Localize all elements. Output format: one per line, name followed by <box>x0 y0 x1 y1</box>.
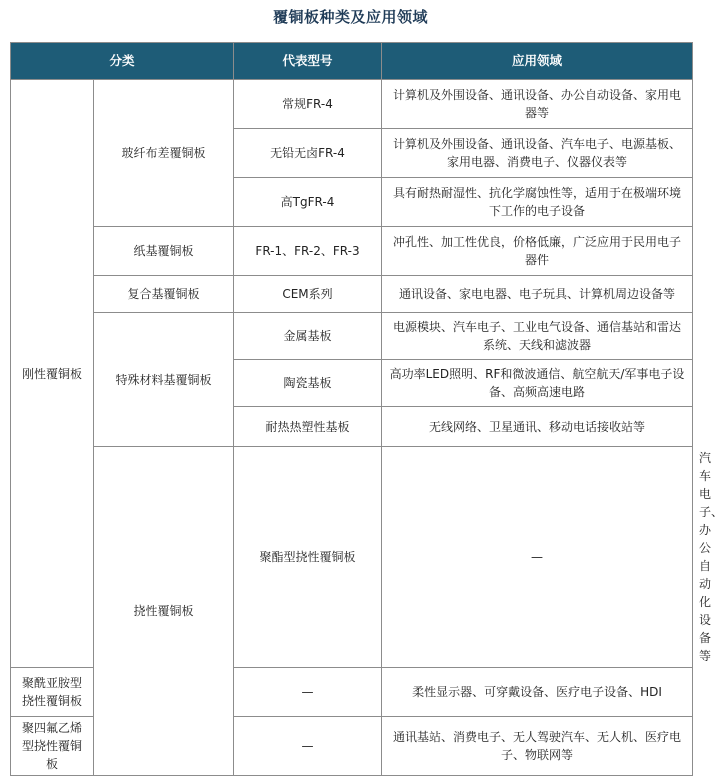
model-cell: 耐热热塑性基板 <box>234 407 382 447</box>
application-cell: 冲孔性、加工性优良，价格低廉，广泛应用于民用电子器件 <box>382 227 693 276</box>
header-model: 代表型号 <box>234 43 382 80</box>
model-cell: 无铅无卤FR-4 <box>234 129 382 178</box>
table-row <box>11 80 693 129</box>
category-rigid: 刚性覆铜板 <box>11 80 94 668</box>
model-cell: 陶瓷基板 <box>234 360 382 407</box>
model-cell: — <box>234 717 382 776</box>
application-cell: 通讯基站、消费电子、无人驾驶汽车、无人机、医疗电子、物联网等 <box>382 717 693 776</box>
header-application: 应用领域 <box>382 43 693 80</box>
application-cell: 计算机及外围设备、通讯设备、汽车电子、电源基板、家用电器、消费电子、仪器仪表等 <box>382 129 693 178</box>
table-header-row <box>11 43 693 80</box>
application-cell: 柔性显示器、可穿戴设备、医疗电子设备、HDI <box>382 668 693 717</box>
application-cell: 电源模块、汽车电子、工业电气设备、通信基站和雷达系统、天线和滤波器 <box>382 313 693 360</box>
category-flexible: 挠性覆铜板 <box>94 447 234 776</box>
subcategory-composite: 复合基覆铜板 <box>94 276 234 313</box>
model-cell: 金属基板 <box>234 313 382 360</box>
application-cell: 具有耐热耐湿性、抗化学腐蚀性等，适用于在极端环境下工作的电子设备 <box>382 178 693 227</box>
model-cell: — <box>382 447 693 668</box>
model-cell: — <box>234 668 382 717</box>
table-row: 挠性覆铜板 聚酯型挠性覆铜板 — 汽车电子、办公自动化设备等 <box>11 447 693 668</box>
model-cell: CEM系列 <box>234 276 382 313</box>
page-title: 覆铜板种类及应用领域 <box>272 8 428 26</box>
subcategory-glass: 玻纤布差覆铜板 <box>94 80 234 227</box>
subcategory-special: 特殊材料基覆铜板 <box>94 313 234 447</box>
application-cell: 通讯设备、家电电器、电子玩具、计算机周边设备等 <box>382 276 693 313</box>
header-category: 分类 <box>11 43 234 80</box>
application-cell: 无线网络、卫星通讯、移动电话接收站等 <box>382 407 693 447</box>
table-row <box>11 276 693 313</box>
model-cell: 常规FR-4 <box>234 80 382 129</box>
table-row <box>11 313 693 360</box>
subcategory-paper: 纸基覆铜板 <box>94 227 234 276</box>
copper-clad-laminate-table <box>10 42 723 776</box>
application-cell: 计算机及外围设备、通讯设备、办公自动设备、家用电器等 <box>382 80 693 129</box>
application-cell: 高功率LED照明、RF和微波通信、航空航天/军事电子设备、高频高速电路 <box>382 360 693 407</box>
model-cell: 高TgFR-4 <box>234 178 382 227</box>
subcategory-cell: 聚四氟乙烯型挠性覆铜板 <box>11 717 94 776</box>
subcategory-cell: 聚酯型挠性覆铜板 <box>234 447 382 668</box>
subcategory-cell: 聚酰亚胺型挠性覆铜板 <box>11 668 94 717</box>
model-cell: FR-1、FR-2、FR-3 <box>234 227 382 276</box>
table-row <box>11 227 693 276</box>
